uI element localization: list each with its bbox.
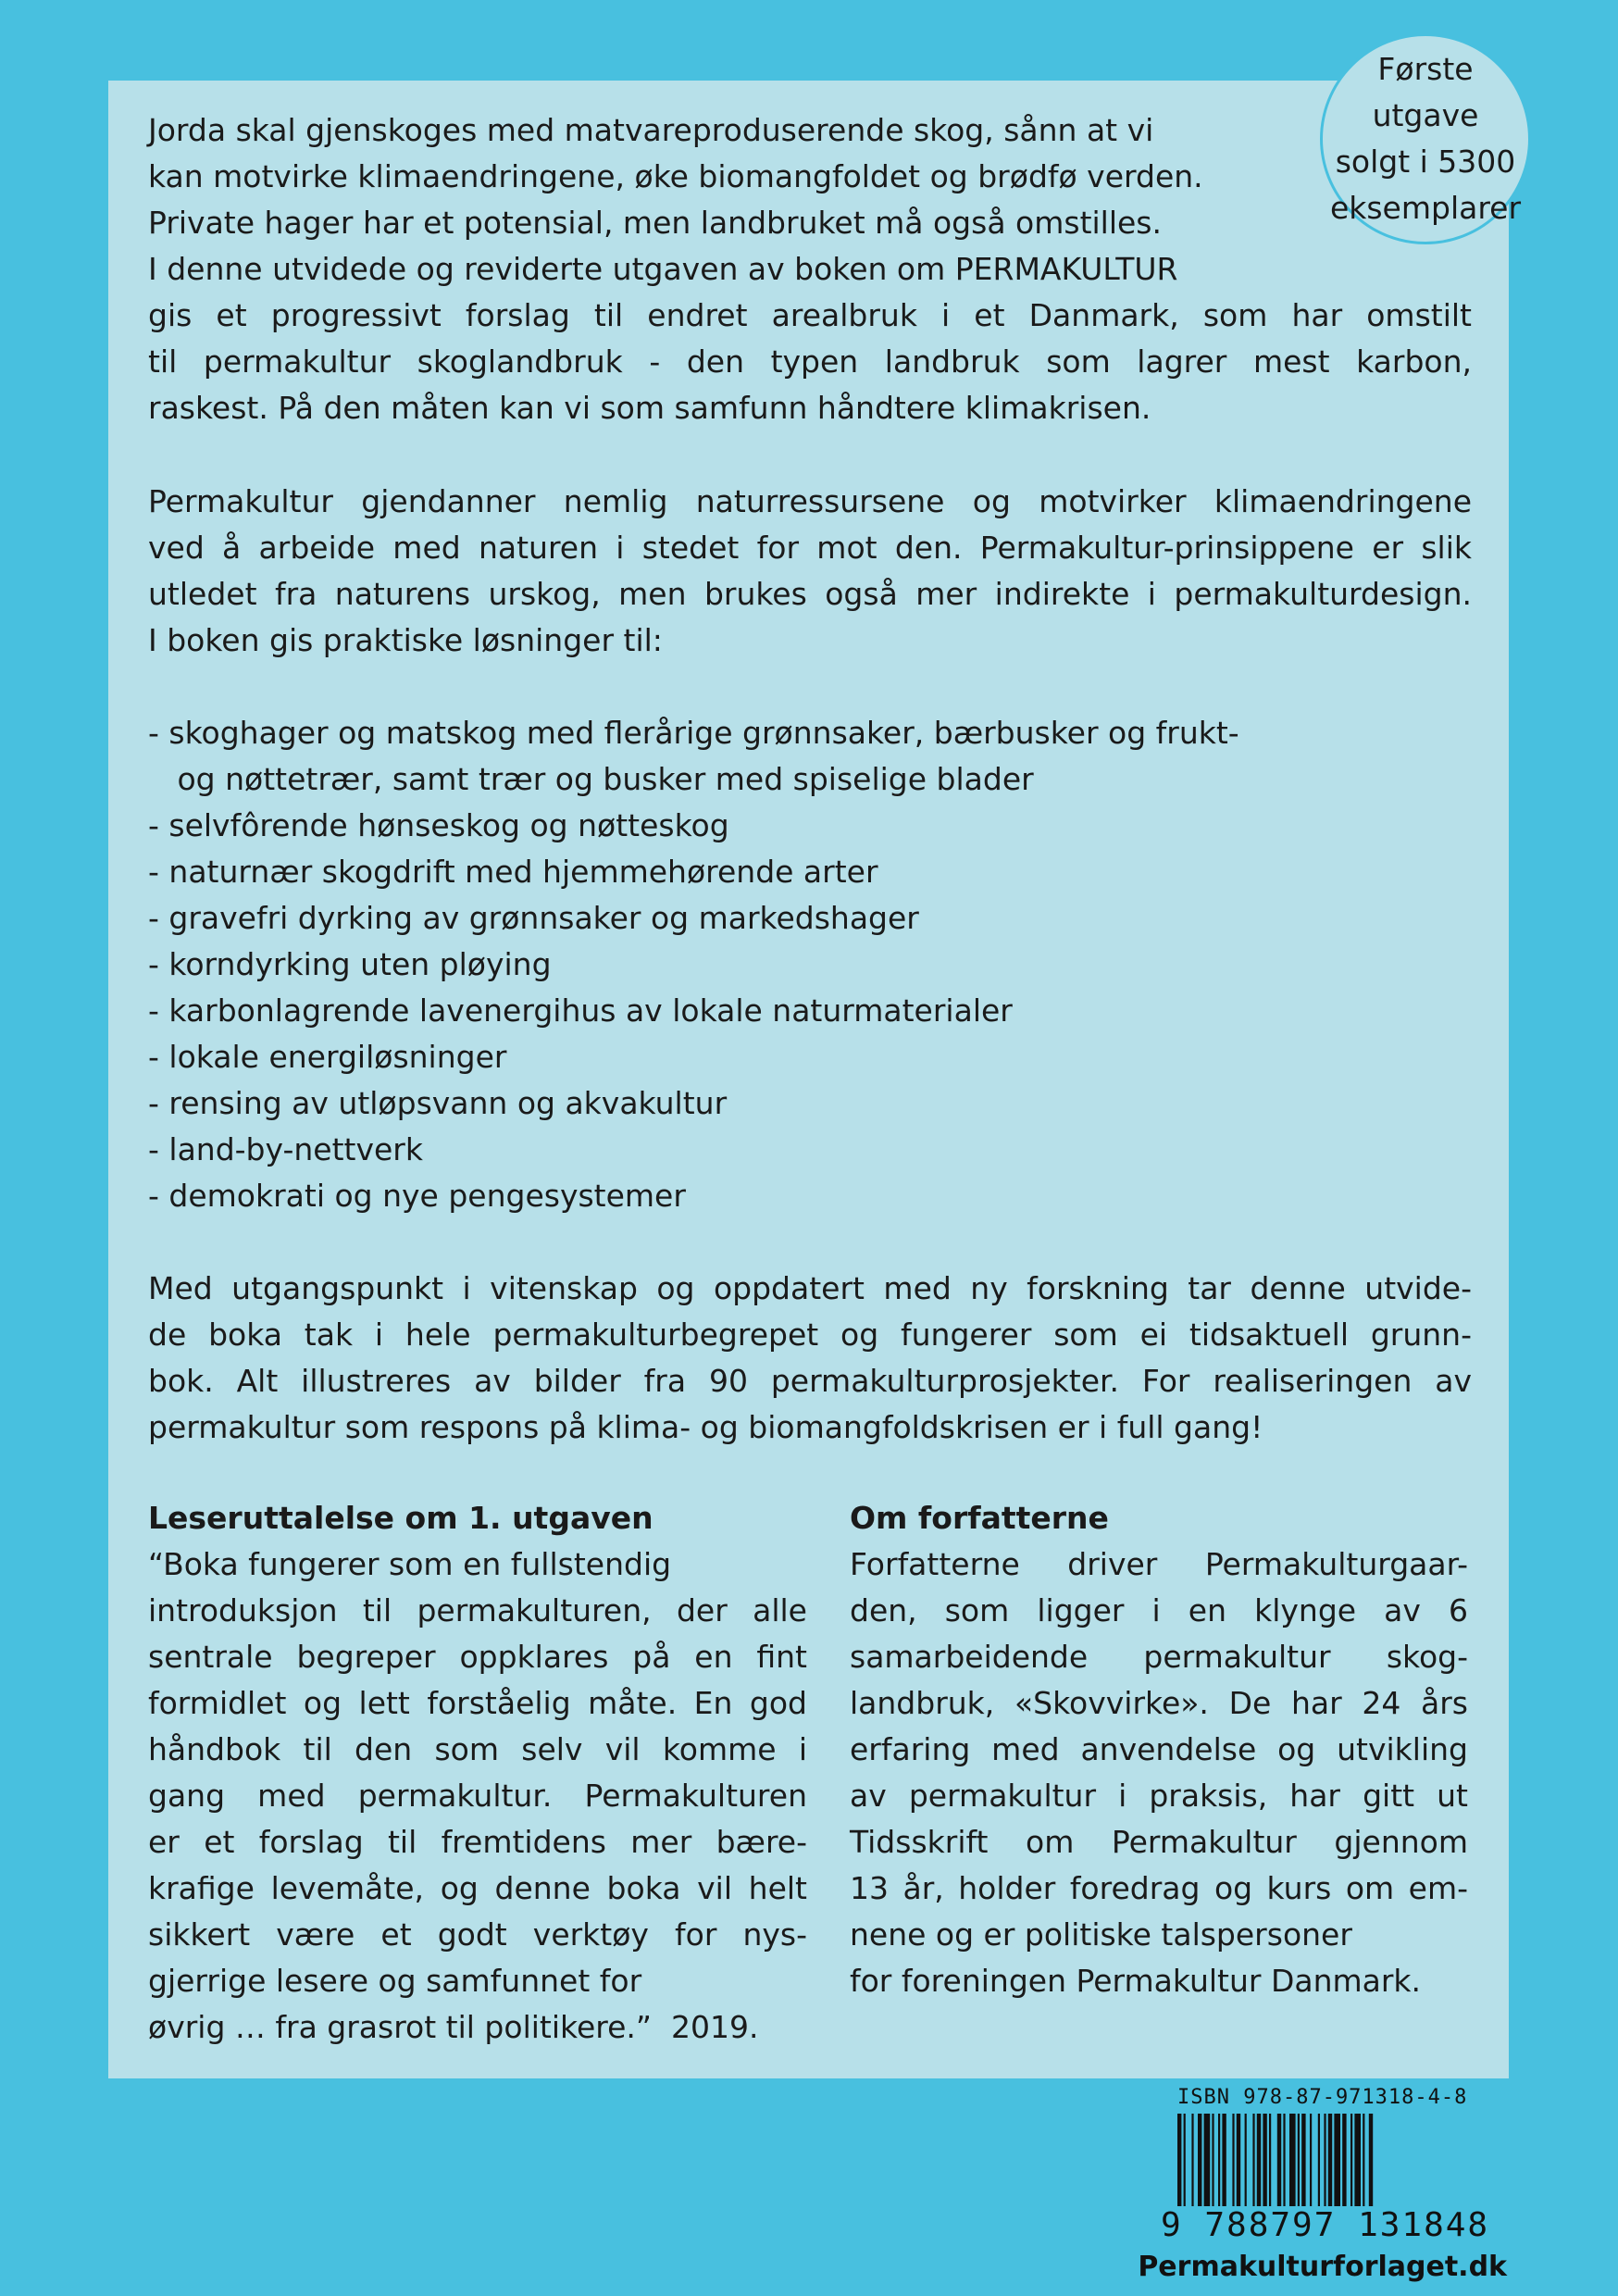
review-line: øvrig … fra grasrot til politikere.” 2019. <box>148 2009 759 2045</box>
science-line: de boka tak i hele permakulturbegrepet og fungerer som ei tidsaktuell grunn- <box>148 1316 1472 1353</box>
barcode-bar <box>1354 2114 1361 2214</box>
intro-line: Private hager har et potensial, men landbruket må også omstilles. <box>148 205 1162 241</box>
principles-paragraph <box>148 479 1472 664</box>
barcode-bar <box>1204 2114 1211 2214</box>
intro-line: til permakultur skoglandbruk - den typen landbruk som lagrer mest karbon, <box>148 343 1472 380</box>
authors-line: 13 år, holder foredrag og kurs om em- <box>850 1870 1468 1906</box>
authors-line: erfaring med anvendelse og utvikling <box>850 1731 1468 1767</box>
principles-line: I boken gis praktiske løsninger til: <box>148 622 663 658</box>
barcode-bar <box>1269 2114 1271 2214</box>
barcode-bar <box>1222 2114 1226 2214</box>
authors-line: for foreningen Permakultur Danmark. <box>850 1963 1422 1999</box>
isbn-barcode <box>1138 2086 1507 2288</box>
intro-line: kan motvirke klimaendringene, øke biomangfoldet og brødfø verden. <box>148 158 1203 194</box>
science-line: Med utgangspunkt i vitenskap og oppdatert med ny forskning tar denne utvide- <box>148 1270 1472 1306</box>
barcode-bar <box>1318 2114 1320 2214</box>
list-item: - karbonlagrende lavenergihus av lokale naturmaterialer <box>148 992 1013 1029</box>
list-item: - demokrati og nye pengesystemer <box>148 1178 686 1214</box>
list-item: - skoghager og matskog med flerårige grønnsaker, bærbusker og frukt- <box>148 715 1239 751</box>
barcode-bar <box>1298 2114 1300 2214</box>
barcode-bar <box>1283 2114 1285 2214</box>
authors-line: samarbeidende permakultur skog- <box>850 1639 1468 1675</box>
barcode-bar <box>1350 2114 1352 2214</box>
isbn-label: ISBN 978-87-971318-4-8 <box>1177 2086 1468 2109</box>
authors-line: den, som ligger i en klynge av 6 <box>850 1592 1468 1628</box>
badge-line-1: Første utgave <box>1372 51 1479 133</box>
review-line: introduksjon til permakulturen, der alle <box>148 1592 807 1628</box>
review-line: gjerrige lesere og samfunnet for <box>148 1963 642 1999</box>
science-paragraph <box>148 1266 1472 1451</box>
barcode-bar <box>1212 2114 1214 2214</box>
authors-heading: Om forfatterne <box>850 1500 1109 1536</box>
barcode-bar <box>1310 2114 1312 2214</box>
review-line: formidlet og lett forståelig måte. En god <box>148 1685 807 1721</box>
intro-line: raskest. På den måten kan vi som samfunn håndtere klimakrisen. <box>148 390 1151 426</box>
barcode-bar <box>1191 2114 1193 2214</box>
barcode-bar <box>1301 2114 1305 2214</box>
review-line: krafige levemåte, og denne boka vil helt <box>148 1870 807 1906</box>
list-item: - korndyrking uten pløying <box>148 946 552 982</box>
principles-line: ved å arbeide med naturen i stedet for mot den. Permakultur-prinsippene er slik <box>148 530 1472 566</box>
barcode-bar <box>1218 2114 1220 2214</box>
barcode-bar <box>1252 2114 1254 2214</box>
barcode-bar <box>1342 2114 1346 2214</box>
science-line: permakultur som respons på klima- og biomangfoldskrisen er i full gang! <box>148 1409 1263 1445</box>
review-line: håndbok til den som selv vil komme i <box>148 1731 807 1767</box>
principles-line: utledet fra naturens urskog, men brukes også mer indirekte i permakulturdesign. <box>148 576 1472 612</box>
badge-line-2: solgt i 5300 <box>1335 144 1516 180</box>
intro-paragraph <box>148 107 1472 431</box>
authors-line: Tidsskrift om Permakultur gjennom <box>850 1824 1468 1860</box>
review-heading: Leseruttalelse om 1. utgaven <box>148 1500 653 1536</box>
authors-line: landbruk, «Skovvirke». De har 24 års <box>850 1685 1468 1721</box>
isbn-number: 9 788797 131848 <box>1157 2206 1493 2244</box>
barcode-bar <box>1232 2114 1234 2214</box>
barcode-bar <box>1245 2114 1247 2214</box>
review-line: sentrale begreper oppklares på en fint <box>148 1639 807 1675</box>
list-item: - naturnær skogdrift med hjemmehørende arter <box>148 854 878 890</box>
authors-line: av permakultur i praksis, har gitt ut <box>850 1778 1468 1814</box>
barcode-bar <box>1324 2114 1326 2214</box>
list-item: og nøttetrær, samt trær og busker med spiselige blader <box>148 761 1034 797</box>
barcode-bar <box>1363 2114 1364 2214</box>
barcode-bar <box>1257 2114 1261 2214</box>
barcode-bar <box>1334 2114 1340 2214</box>
authors-line: Forfatterne driver Permakulturgaar- <box>850 1546 1468 1582</box>
barcode-bar <box>1263 2114 1266 2214</box>
list-item: - lokale energiløsninger <box>148 1039 507 1075</box>
principles-line: Permakultur gjendanner nemlig naturressursene og motvirker klimaendringene <box>148 483 1472 519</box>
intro-line: gis et progressivt forslag til endret arealbruk i et Danmark, som har omstilt <box>148 297 1472 333</box>
authors-column <box>850 1495 1468 2004</box>
intro-line: Jorda skal gjenskoges med matvareproduserende skog, sånn at vi <box>148 112 1154 148</box>
list-item: - gravefri dyrking av grønnsaker og markedshager <box>148 900 919 936</box>
list-item: - selvfôrende hønseskog og nøtteskog <box>148 807 729 843</box>
barcode-bar <box>1289 2114 1296 2214</box>
barcode-bar <box>1328 2114 1332 2214</box>
authors-line: nene og er politiske talspersoner <box>850 1916 1352 1953</box>
list-item: - rensing av utløpsvann og akvakultur <box>148 1085 728 1121</box>
barcode-bar <box>1198 2114 1201 2214</box>
review-column <box>148 1495 807 2051</box>
review-line: “Boka fungerer som en fullstendig <box>148 1546 672 1582</box>
science-line: bok. Alt illustreres av bilder fra 90 permakulturprosjekter. For realiseringen av <box>148 1363 1472 1399</box>
badge-line-3: eksemplarer <box>1329 190 1522 226</box>
list-item: - land-by-nettverk <box>148 1131 423 1167</box>
solutions-list <box>148 710 1239 1219</box>
review-line: gang med permakultur. Permakulturen <box>148 1778 807 1814</box>
barcode-bar <box>1237 2114 1240 2214</box>
review-line: er et forslag til fremtidens mer bære- <box>148 1824 807 1860</box>
review-line: sikkert være et godt verktøy for nys- <box>148 1916 807 1953</box>
publisher-website: Permakulturforlaget.dk <box>1138 2251 1507 2283</box>
intro-line: I denne utvidede og reviderte utgaven av boken om PERMAKULTUR <box>148 251 1178 287</box>
